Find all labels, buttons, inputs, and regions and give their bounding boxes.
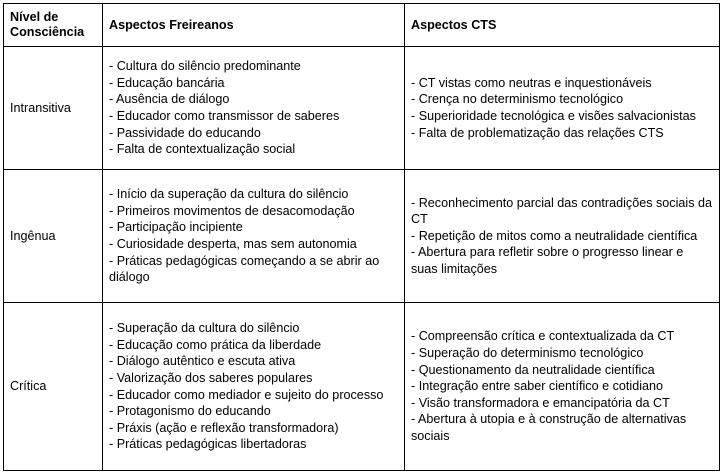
- list-item: - Diálogo autêntico e escuta ativa: [109, 354, 296, 369]
- list-item: - Falta de contextualização social: [109, 142, 296, 157]
- table-header-row: [4, 4, 720, 47]
- list-item: - Superação da cultura do silêncio: [109, 321, 300, 336]
- cts-cell: [405, 170, 720, 303]
- cts-list: [411, 328, 713, 444]
- list-item: - Primeiros movimentos de desacomodação: [109, 203, 355, 218]
- list-item: - Cultura do silêncio predominante: [109, 59, 301, 74]
- cts-cell: [405, 47, 720, 170]
- list-item: - Educação como prática da liberdade: [109, 337, 322, 352]
- comparison-table: [3, 3, 720, 471]
- list-item: - Práxis (ação e reflexão transformadora): [109, 420, 339, 435]
- freireanos-list: [109, 320, 398, 453]
- list-item: - CT vistas como neutras e inquestionáveis: [411, 75, 652, 90]
- list-item: - Superação do determinismo tecnológico: [411, 346, 644, 361]
- cts-cell: [405, 303, 720, 471]
- list-item: - Educador como mediador e sujeito do processo: [109, 387, 384, 402]
- list-item: - Participação incipiente: [109, 220, 243, 235]
- level-cell: Crítica: [4, 303, 103, 471]
- list-item: - Visão transformadora e emancipatória da CT: [411, 395, 670, 410]
- freireanos-cell: [103, 170, 405, 303]
- freireanos-cell: [103, 303, 405, 471]
- list-item: - Ausência de diálogo: [109, 92, 230, 107]
- header-aspectos-freireanos: Aspectos Freireanos: [103, 4, 405, 47]
- table-row: [4, 170, 720, 303]
- list-item: - Abertura à utopia e à construção de alternativas sociais: [411, 412, 687, 443]
- list-item: - Crença no determinismo tecnológico: [411, 92, 624, 107]
- list-item: - Início da superação da cultura do silêncio: [109, 187, 349, 202]
- header-nivel-consciencia: Nível de Consciência: [4, 4, 103, 47]
- list-item: - Reconhecimento parcial das contradições sociais da CT: [411, 195, 713, 227]
- list-item: - Curiosidade desperta, mas sem autonomia: [109, 237, 357, 251]
- header-aspectos-cts: Aspectos CTS: [405, 4, 720, 47]
- level-cell: Intransitiva: [4, 47, 103, 170]
- list-item: - Compreensão crítica e contextualizada da CT: [411, 329, 675, 344]
- freireanos-cell: [103, 47, 405, 170]
- list-item: - Educação bancária: [109, 75, 225, 90]
- list-item: - Protagonismo do educando: [109, 404, 271, 419]
- list-item: - Questionamento da neutralidade científica: [411, 362, 655, 377]
- list-item: - Práticas pedagógicas libertadoras: [109, 437, 307, 452]
- list-item: - Educador como transmissor de saberes: [109, 109, 340, 123]
- list-item: - Valorização dos saberes populares: [109, 370, 313, 385]
- cts-list: [411, 75, 713, 141]
- freireanos-list: [109, 186, 398, 286]
- table-row: [4, 303, 720, 471]
- list-item: - Práticas pedagógicas começando a se abrir ao diálogo: [109, 253, 380, 285]
- list-item: - Abertura para refletir sobre o progresso linear e suas limitações: [411, 245, 684, 276]
- cts-list: [411, 195, 713, 278]
- list-item: - Repetição de mitos como a neutralidade científica: [411, 228, 698, 243]
- freireanos-list: [109, 58, 398, 158]
- list-item: - Integração entre saber científico e cotidiano: [411, 379, 664, 394]
- list-item: - Falta de problematização das relações CTS: [411, 125, 664, 140]
- level-cell: Ingênua: [4, 170, 103, 303]
- list-item: - Passividade do educando: [109, 125, 261, 140]
- list-item: - Superioridade tecnológica e visões salvacionistas: [411, 109, 696, 123]
- table-row: [4, 47, 720, 170]
